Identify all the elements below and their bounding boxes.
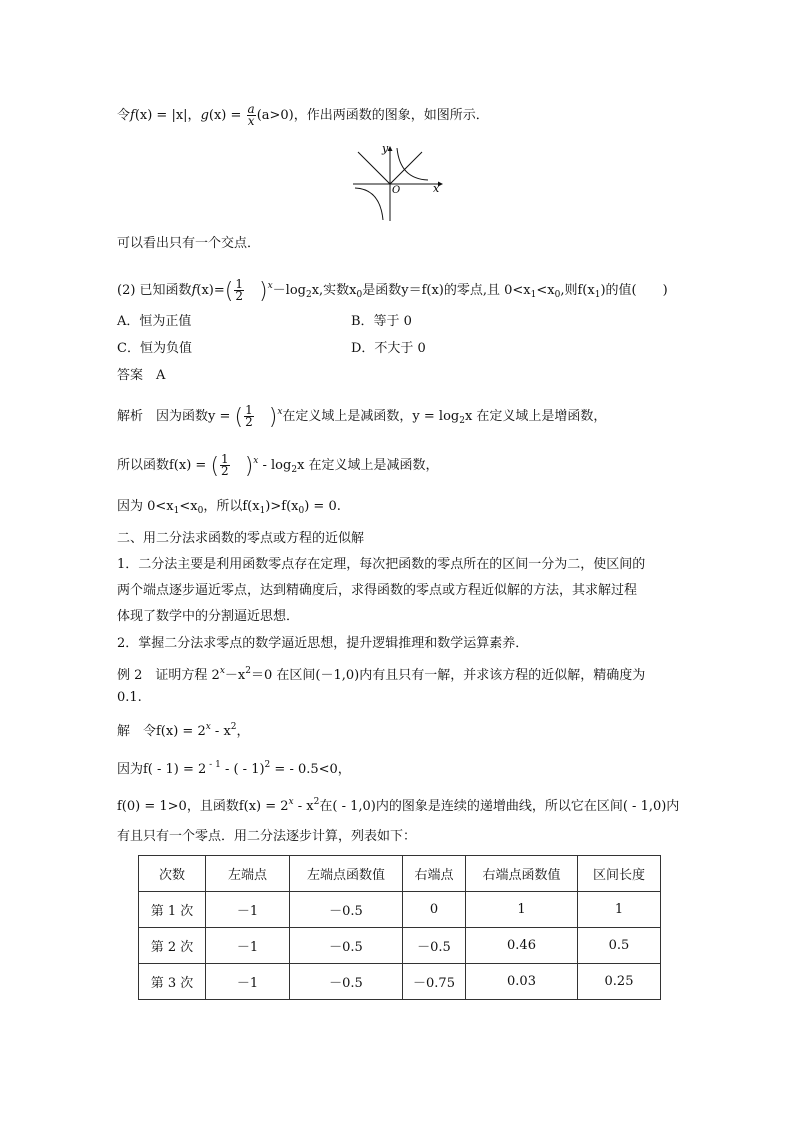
- sol2-text-e: = - 0.5<0，: [270, 762, 351, 777]
- q2-paren-right: ): [258, 279, 268, 304]
- so-line: [117, 452, 439, 479]
- analysis-text-c: 在定义域上是减函数，y = log: [282, 409, 460, 424]
- q2-sub-n: 1: [594, 290, 601, 300]
- q2-text-o: )的值( ): [600, 283, 668, 298]
- q2-text-i: 是函数y＝f(x)的零点,且 0<x: [362, 283, 531, 298]
- q2-text-d: －log: [272, 283, 306, 298]
- table-cell: 0.03: [466, 964, 578, 1000]
- intro-f: f: [130, 108, 135, 123]
- table-header: 右端点: [403, 856, 466, 892]
- hyperbola-branch-right: [397, 148, 428, 180]
- example2-exp-d: 2: [245, 666, 251, 676]
- table-cell: 0.46: [466, 928, 578, 964]
- so-sub-d: 2: [291, 465, 298, 475]
- q2-sub-l: 0: [554, 290, 561, 300]
- q2-sub-h: 0: [356, 290, 363, 300]
- q2-frac-num: 1: [235, 277, 243, 291]
- origin-label: O: [392, 185, 401, 196]
- intro-fx: (x) = |x|，: [134, 108, 201, 123]
- sol3-text-a: f(0) = 1>0，且函数f(x) = 2: [117, 799, 289, 814]
- function-graph: [350, 144, 445, 224]
- because-sub-b: 1: [173, 506, 180, 516]
- so-fraction: [220, 454, 230, 477]
- table-cell: －0.5: [290, 928, 403, 964]
- q2-frac-den: 2: [235, 289, 243, 303]
- table-cell: 1: [578, 892, 661, 928]
- q2-text-g: x,实数x: [311, 283, 357, 298]
- example2-text-a: 例 2 证明方程 2: [117, 668, 220, 683]
- section-2-p1-line2: 两个端点逐步逼近零点，达到精确度后，求得函数的零点或方程近似解的方法，其求解过程: [117, 583, 638, 598]
- solution-text-a: 解 令f(x) = 2: [117, 724, 206, 739]
- conclusion-text: 可以看出只有一个交点．: [117, 236, 261, 251]
- q2-text-k: <x: [536, 283, 555, 298]
- solution-exp-d: 2: [230, 722, 237, 732]
- analysis-frac-den: 2: [245, 415, 253, 429]
- sol3-text-c: - x: [293, 799, 314, 814]
- solution-line4: 有且只有一个零点．用二分法逐步计算，列表如下：: [117, 829, 417, 844]
- so-exp: x: [253, 456, 259, 466]
- analysis-text-e: x 在定义域上是增函数，: [464, 409, 607, 424]
- so-text-c: - log: [258, 458, 292, 473]
- table-cell: 0.5: [578, 928, 661, 964]
- section-2-p2: 2．掌握二分法求零点的数学逼近思想，提升逻辑推理和数学运算素养．: [117, 636, 529, 651]
- sol2-exp-d: 2: [264, 760, 271, 770]
- sol2-exp-b: - 1: [206, 760, 221, 770]
- section-2-title: 二、用二分法求函数的零点或方程的近似解: [117, 531, 365, 546]
- table-cell: －0.5: [290, 892, 403, 928]
- option-d: D．不大于 0: [351, 341, 426, 356]
- so-text-e: x 在定义域上是减函数，: [297, 458, 439, 473]
- so-text-a: 所以函数f(x) =: [117, 458, 211, 473]
- solution-text-c: - x: [210, 724, 231, 739]
- analysis-fraction: [244, 405, 254, 428]
- because-text-a: 因为 0<x: [117, 499, 174, 514]
- y-axis-arrow: [388, 146, 393, 151]
- example2-text-e: ＝0 在区间(－1,0)内有且只有一解，并求该方程的近似解，精确度为: [250, 668, 646, 683]
- table-header: 区间长度: [578, 856, 661, 892]
- so-frac-den: 2: [221, 464, 229, 478]
- because-sub-h: 0: [298, 506, 305, 516]
- example-2-line1: [117, 662, 645, 685]
- table-cell: 第 2 次: [139, 928, 206, 964]
- analysis-paren-left: (: [234, 405, 244, 430]
- y-label: y: [382, 144, 389, 155]
- table-cell: －0.75: [403, 964, 466, 1000]
- example2-exp-b: x: [219, 666, 225, 676]
- intro-gx: (x) =: [208, 108, 246, 123]
- table-cell: －1: [206, 964, 290, 1000]
- analysis-frac-num: 1: [245, 403, 253, 417]
- table-cell: 0.25: [578, 964, 661, 1000]
- solution-exp-b: x: [205, 722, 211, 732]
- because-line: [117, 498, 341, 520]
- x-label: x: [433, 182, 440, 195]
- bisection-table: [138, 855, 661, 1000]
- option-c: C．恒为负值: [117, 341, 192, 356]
- solution-line3: [117, 793, 679, 816]
- intro-tail: (a>0)，作出两函数的图象，如图所示．: [256, 108, 489, 123]
- intro-frac-num: a: [247, 102, 255, 116]
- table-header: 次数: [139, 856, 206, 892]
- so-paren-right: ): [244, 454, 254, 479]
- section-2-p1-line3: 体现了数学中的分割逼近思想．: [117, 609, 300, 624]
- table-cell: 1: [466, 892, 578, 928]
- because-text-c: <x: [179, 499, 198, 514]
- option-b: B．等于 0: [351, 314, 412, 329]
- analysis-text-a: 解析 因为函数y =: [117, 409, 235, 424]
- q2-f: f: [191, 283, 197, 298]
- table-cell: 第 3 次: [139, 964, 206, 1000]
- q2-exp: x: [267, 281, 273, 291]
- intro-g: g: [200, 108, 209, 123]
- table-header-row: [139, 856, 661, 892]
- q2-fraction: [234, 279, 244, 302]
- option-a: A．恒为正值: [117, 314, 192, 329]
- question-2: [117, 277, 668, 304]
- because-sub-f: 1: [259, 506, 266, 516]
- q2-paren-left: (: [224, 279, 234, 304]
- q2-text-a: (2) 已知函数: [117, 283, 192, 298]
- table-header: 左端点函数值: [290, 856, 403, 892]
- q2-text-m: ,则f(x: [560, 283, 595, 298]
- analysis-line: [117, 403, 606, 430]
- sol2-text-a: 因为f( - 1) = 2: [117, 762, 207, 777]
- table-cell: 第 1 次: [139, 892, 206, 928]
- solution-line1: [117, 718, 250, 741]
- table-cell: －0.5: [403, 928, 466, 964]
- table-cell: －1: [206, 892, 290, 928]
- sol3-text-e: 在( - 1,0)内的图象是连续的递增曲线，所以它在区间( - 1,0)内: [319, 799, 680, 814]
- sol2-text-c: - ( - 1): [220, 762, 265, 777]
- because-text-i: ) = 0.: [304, 499, 341, 514]
- q2-text-b: (x)=: [196, 283, 225, 298]
- table-row: [139, 892, 661, 928]
- so-frac-num: 1: [221, 452, 229, 466]
- table-header: 左端点: [206, 856, 290, 892]
- so-paren-left: (: [210, 454, 220, 479]
- solution-text-e: ，: [236, 724, 250, 739]
- solution-line2: [117, 756, 351, 779]
- analysis-sub-d: 2: [459, 416, 465, 426]
- table-row: [139, 964, 661, 1000]
- sol3-exp-d: 2: [313, 797, 320, 807]
- table-row: [139, 928, 661, 964]
- analysis-paren-right: ): [268, 405, 278, 430]
- because-text-e: ，所以f(x: [203, 499, 260, 514]
- example2-text-c: －x: [224, 668, 246, 683]
- table-header: 右端点函数值: [466, 856, 578, 892]
- because-text-g: )>f(x: [265, 499, 299, 514]
- hyperbola-branch-left: [355, 188, 383, 220]
- table-cell: 0: [403, 892, 466, 928]
- q2-sub-e: 2: [305, 290, 312, 300]
- sol3-exp-b: x: [288, 797, 294, 807]
- intro-fraction: [247, 104, 256, 127]
- example-2-line2: 0.1.: [117, 690, 142, 705]
- analysis-exp: x: [277, 407, 283, 417]
- intro-frac-den: x: [247, 114, 255, 128]
- intro-text-a: 令: [117, 108, 131, 123]
- intro-line: [117, 104, 489, 127]
- table-cell: －1: [206, 928, 290, 964]
- table-cell: －0.5: [290, 964, 403, 1000]
- q2-sub-j: 1: [530, 290, 537, 300]
- answer-text: 答案 A: [117, 368, 166, 383]
- because-sub-d: 0: [197, 506, 204, 516]
- section-2-p1-line1: 1．二分法主要是利用函数零点存在定理，每次把函数的零点所在的区间一分为二，使区间的: [117, 557, 646, 572]
